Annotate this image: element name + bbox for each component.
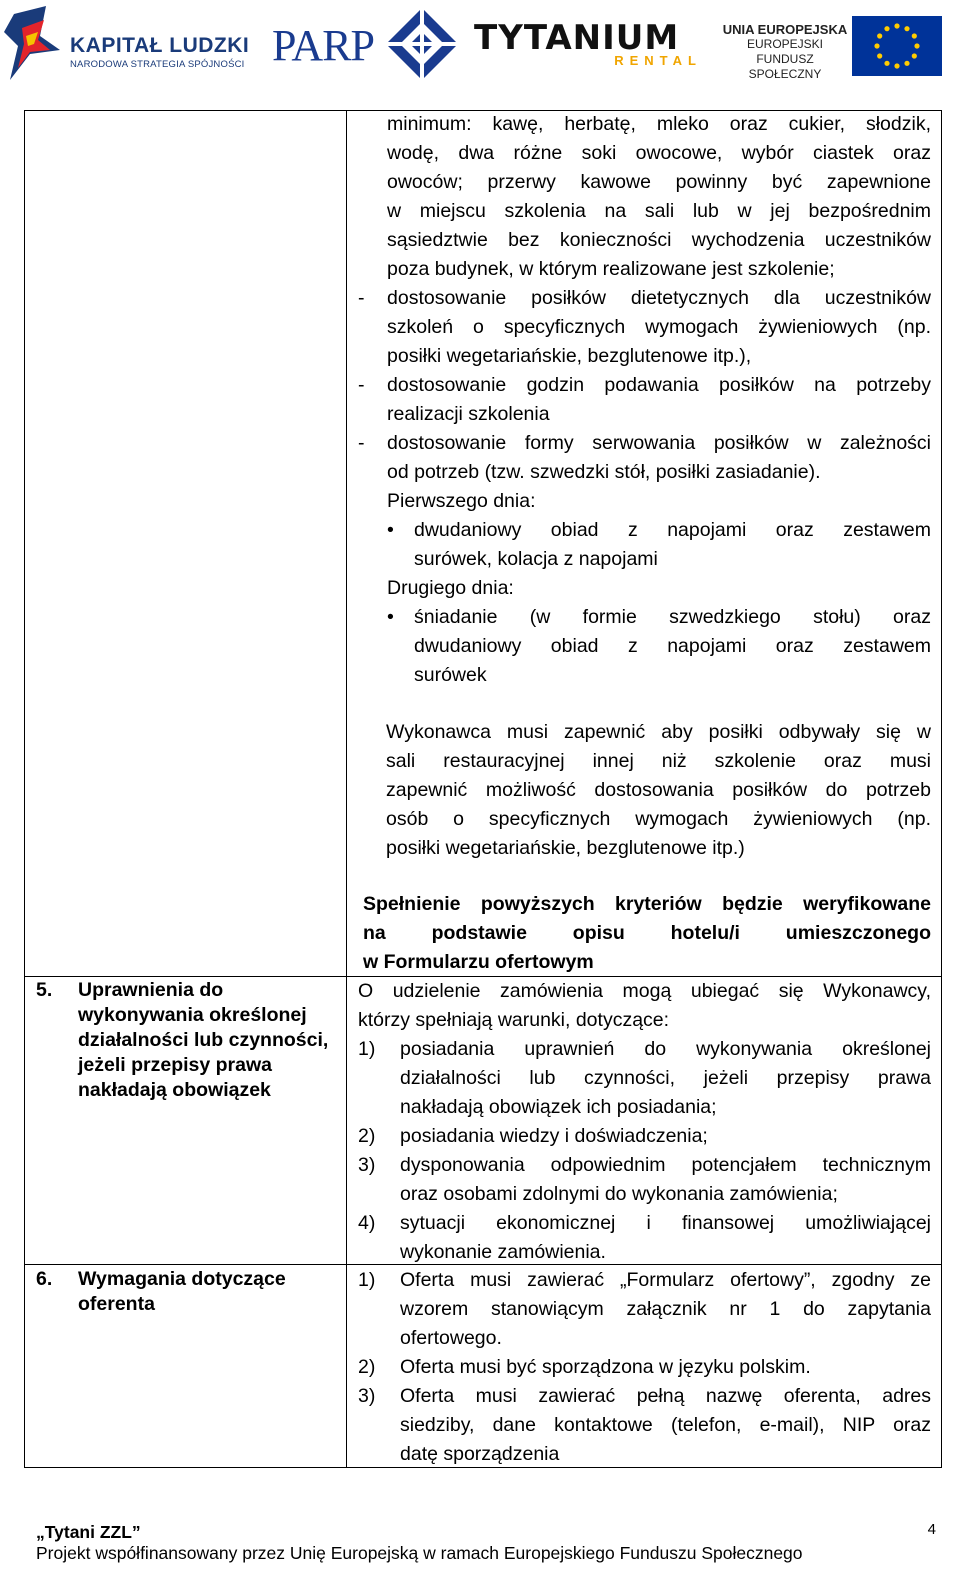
bullet-icon: • xyxy=(387,519,394,541)
verification-line-2: na podstawie opisu hotelu/i umieszczonego xyxy=(363,922,931,944)
row4-line-4: w miejscu szkolenia na sali lub w jej bezpośrednim xyxy=(387,200,931,222)
row6-item-1-line-2: wzorem stanowiącym załącznik nr 1 do zapytania xyxy=(400,1298,931,1320)
eu-star-icon xyxy=(874,43,879,48)
tytanium-subtitle: RENTAL xyxy=(614,53,702,68)
row5-item-2-number: 2) xyxy=(358,1125,376,1147)
eu-star-icon xyxy=(884,26,889,31)
kapital-ludzki-logo xyxy=(4,4,254,84)
row6-item-1-number: 1) xyxy=(358,1269,376,1291)
eu-text-line1: UNIA EUROPEJSKA xyxy=(722,22,848,37)
row4-line-2: wodę, dwa różne soki owocowe, wybór ciastek oraz xyxy=(387,142,931,164)
eu-star-icon xyxy=(912,33,917,38)
row6-item-1-line-1: Oferta musi zawierać „Formularz ofertowy”, zgodny ze xyxy=(400,1269,931,1291)
eu-star-icon xyxy=(894,63,899,68)
dash-item-1-line-2: szkoleń o specyficznych wymogach żywieniowych (np. xyxy=(387,316,931,338)
day2-label: Drugiego dnia: xyxy=(387,577,514,599)
row5-intro-line-1: O udzielenie zamówienia mogą ubiegać się Wykonawcy, xyxy=(358,980,931,1002)
row5-item-1-line-1: posiadania uprawnień do wykonywania określonej xyxy=(400,1038,931,1060)
row4-line-6: poza budynek, w którym realizowane jest szkolenie; xyxy=(387,258,835,280)
para-line-2: sali restauracyjnej innej niż szkolenie oraz musi xyxy=(386,750,931,772)
eu-star-icon xyxy=(894,23,899,28)
dash-marker: - xyxy=(358,432,365,454)
kapital-ludzki-subtitle: NARODOWA STRATEGIA SPÓJNOŚCI xyxy=(70,59,245,70)
eu-logo xyxy=(718,16,958,86)
eu-star-icon xyxy=(904,61,909,66)
day2-line-3: surówek xyxy=(414,664,487,686)
row5-item-2-line-1: posiadania wiedzy i doświadczenia; xyxy=(400,1125,708,1147)
para-line-3: zapewnić możliwość dostosowania posiłków do potrzeb xyxy=(386,779,931,801)
day1-label: Pierwszego dnia: xyxy=(387,490,536,512)
kapital-ludzki-star-icon xyxy=(4,6,60,80)
row6-item-3-line-1: Oferta musi zawierać pełną nazwę oferenta, adres xyxy=(400,1385,931,1407)
eu-star-icon xyxy=(877,33,882,38)
dash-item-2-line-1: dostosowanie godzin podawania posiłków na potrzeby xyxy=(387,374,931,396)
row5-item-3-number: 3) xyxy=(358,1154,376,1176)
dash-item-1-line-1: dostosowanie posiłków dietetycznych dla uczestników xyxy=(387,287,931,309)
row5-item-4-number: 4) xyxy=(358,1212,376,1234)
bullet-icon: • xyxy=(387,606,394,628)
row5-number: 5. xyxy=(36,979,53,1001)
parp-text: PARP xyxy=(272,21,375,70)
dash-item-2-line-2: realizacji szkolenia xyxy=(387,403,550,425)
row5-item-1-line-2: działalności lub czynności, jeżeli przepisy prawa xyxy=(400,1067,931,1089)
eu-text-line3: FUNDUSZ SPOŁECZNY xyxy=(748,52,822,81)
dash-item-1-line-3: posiłki wegetariańskie, bezglutenowe itp.), xyxy=(387,345,752,367)
row6-item-3-line-2: siedziby, dane kontaktowe (telefon, e-mail), NIP oraz xyxy=(400,1414,931,1436)
row6-label: Wymagania dotyczące oferenta xyxy=(78,1268,286,1315)
row6-item-3-line-3: datę sporządzenia xyxy=(400,1443,560,1465)
para-line-1: Wykonawca musi zapewnić aby posiłki odbywały się w xyxy=(386,721,931,743)
row5-item-1-number: 1) xyxy=(358,1038,376,1060)
para-line-5: posiłki wegetariańskie, bezglutenowe itp.) xyxy=(386,837,745,859)
row6-item-3-number: 3) xyxy=(358,1385,376,1407)
row6-item-2-number: 2) xyxy=(358,1356,376,1378)
verification-line-1: Spełnienie powyższych kryteriów będzie weryfikowane xyxy=(363,893,931,915)
day2-line-1: śniadanie (w formie szwedzkiego stołu) oraz xyxy=(414,606,931,628)
eu-star-icon xyxy=(884,61,889,66)
verification-line-3: w Formularzu ofertowym xyxy=(363,951,594,973)
row6-number: 6. xyxy=(36,1268,53,1290)
day1-line-1: dwudaniowy obiad z napojami oraz zestawem xyxy=(414,519,931,541)
row4-line-3: owoców; przerwy kawowe powinny być zapewnione xyxy=(387,171,931,193)
dash-item-3-line-1: dostosowanie formy serwowania posiłków w zależności xyxy=(387,432,931,454)
row5-intro-line-2: którzy spełniają warunki, dotyczące: xyxy=(358,1009,670,1031)
eu-star-icon xyxy=(912,53,917,58)
row5-item-4-line-2: wykonanie zamówienia. xyxy=(400,1241,606,1263)
para-line-4: osób o specyficznych wymogach żywieniowych (np. xyxy=(386,808,931,830)
parp-logo xyxy=(272,8,462,82)
tytanium-text: TYTANIUM xyxy=(474,18,680,58)
header-logos xyxy=(0,0,960,90)
dash-marker: - xyxy=(358,287,365,309)
tytanium-logo xyxy=(474,20,710,70)
row6-item-2-line-1: Oferta musi być sporządzona w języku polskim. xyxy=(400,1356,811,1378)
dash-item-3-line-2: od potrzeb (tzw. szwedzki stół, posiłki zasiadanie). xyxy=(387,461,821,483)
eu-star-icon xyxy=(904,26,909,31)
row5-item-3-line-1: dysponowania odpowiednim potencjałem technicznym xyxy=(400,1154,931,1176)
row5-item-3-line-2: oraz osobami zdolnymi do wykonania zamówienia; xyxy=(400,1183,838,1205)
dash-marker: - xyxy=(358,374,365,396)
row5-item-4-line-1: sytuacji ekonomicznej i finansowej umożliwiającej xyxy=(400,1212,931,1234)
row4-line-1: minimum: kawę, herbatę, mleko oraz cukier, słodzik, xyxy=(387,113,931,135)
row5-label: Uprawnienia do wykonywania określonej działalności lub czynności, jeżeli przepisy prawa nakładają obowiązek xyxy=(78,979,329,1101)
kapital-ludzki-title: KAPITAŁ LUDZKI xyxy=(70,34,250,57)
footer-project-title: „Tytani ZZL” xyxy=(36,1522,141,1542)
day2-line-2: dwudaniowy obiad z napojami oraz zestawem xyxy=(414,635,931,657)
row5-item-1-line-3: nakładają obowiązek ich posiadania; xyxy=(400,1096,717,1118)
eu-text xyxy=(720,22,850,82)
eu-star-icon xyxy=(877,53,882,58)
day1-line-2: surówek, kolacja z napojami xyxy=(414,548,658,570)
footer-funding-note: Projekt współfinansowany przez Unię Europejską w ramach Europejskiego Funduszu Społecznego xyxy=(36,1543,803,1563)
eu-text-line2: EUROPEJSKI xyxy=(746,37,824,51)
parp-diamond-icon xyxy=(386,8,458,80)
eu-star-icon xyxy=(914,43,919,48)
row4-line-5: sąsiedztwie bez konieczności wychodzenia uczestników xyxy=(387,229,931,251)
eu-flag-icon xyxy=(852,16,942,76)
row6-item-1-line-3: ofertowego. xyxy=(400,1327,502,1349)
page-number: 4 xyxy=(927,1521,936,1538)
